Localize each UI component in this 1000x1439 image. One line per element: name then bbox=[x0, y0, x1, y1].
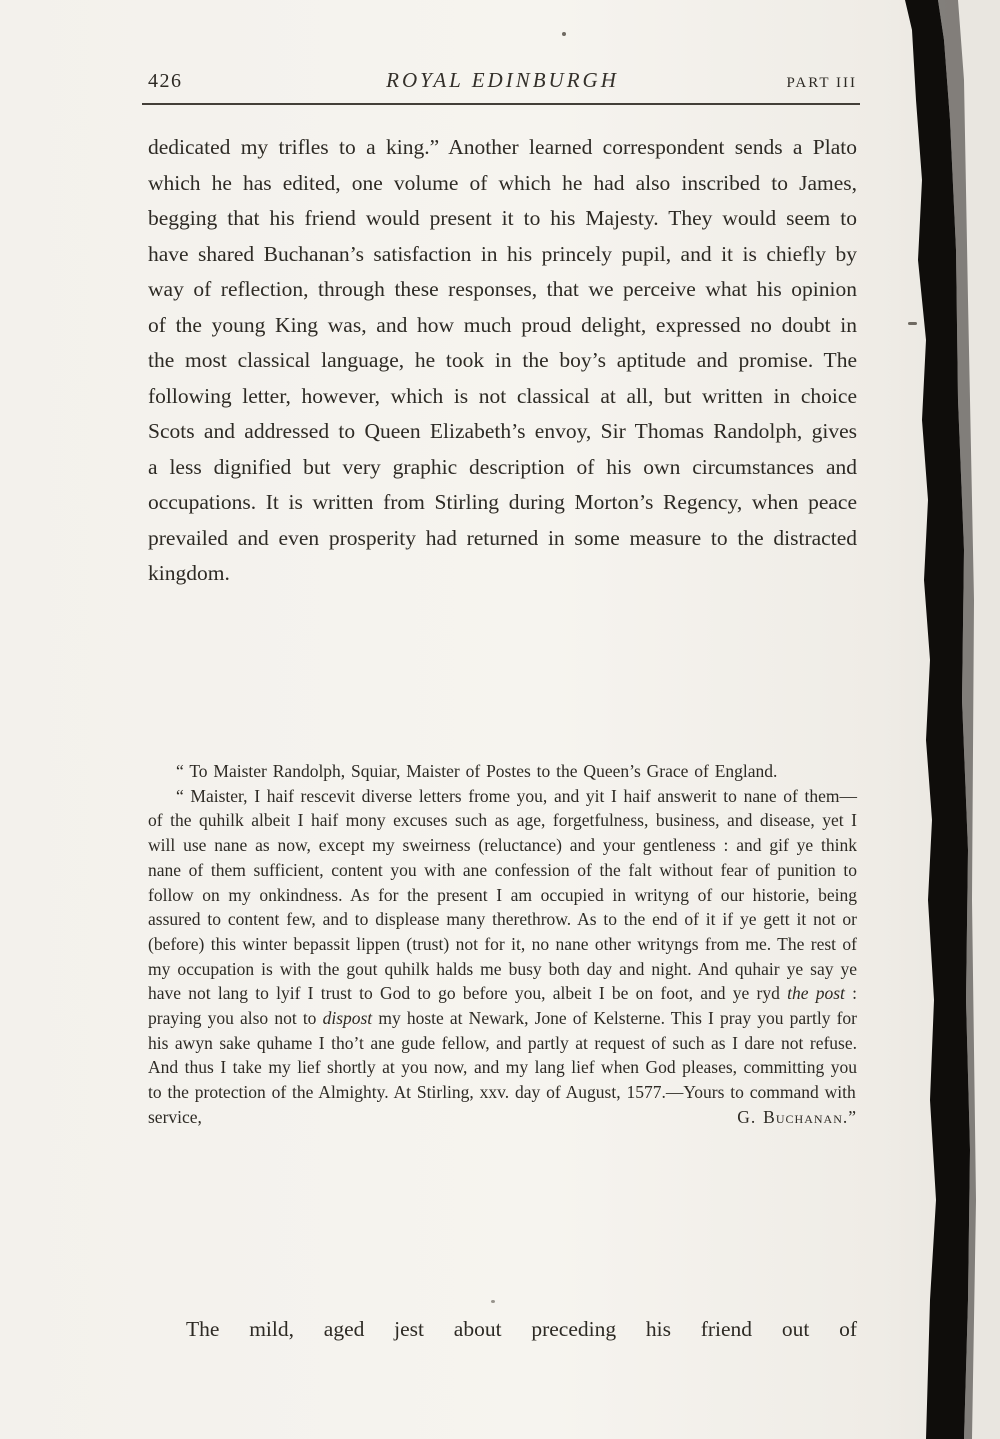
page-header bbox=[148, 68, 857, 93]
page-number: 426 bbox=[148, 70, 183, 92]
body-paragraph: dedicated my trifles to a king.” Another learned correspondent sends a Plato which he has edited, one volume of which he had also inscribed to James, begging that his friend would present it to his Majesty. They would seem to have shared Buchanan’s satisfaction in his princely pupil, and it is chiefly by way of reflection, through these responses, that we perceive what his opinion of the young King was, and how much proud delight, expressed no doubt in the most classical language, he took in the boy’s aptitude and promise. The following letter, however, which is not classical at all, but written in choice Scots and addressed to Queen Elizabeth’s envoy, Sir Thomas Randolph, gives a less dignified but very graphic description of his own circumstances and occupations. It is written from Stirling during Morton’s Regency, when peace prevailed and even prosperity had returned in some measure to the distracted kingdom. bbox=[148, 135, 857, 585]
scan-speck bbox=[491, 1300, 495, 1303]
part-label: PART III bbox=[786, 75, 857, 91]
closing-paragraph: The mild, aged jest about preceding his friend out of bbox=[186, 1317, 857, 1341]
scan-speck bbox=[562, 32, 566, 36]
scan-gutter-shadow bbox=[898, 0, 1000, 1439]
letter-address: “ To Maister Randolph, Squiar, Maister of Postes to the Queen’s Grace of England. bbox=[176, 761, 778, 781]
quoted-letter bbox=[148, 759, 857, 1130]
header-rule bbox=[142, 103, 860, 105]
scan-speck bbox=[908, 322, 917, 325]
letter-closing-line bbox=[148, 1105, 857, 1130]
letter-closing-word: service, bbox=[148, 1106, 202, 1127]
running-title: ROYAL EDINBURGH bbox=[386, 68, 619, 92]
main-text-block bbox=[148, 130, 857, 592]
letter-signature: G. Buchanan.” bbox=[737, 1106, 857, 1127]
letter-body: “ Maister, I haif rescevit diverse letters frome you, and yit I haif answerit to nane of them—of the quhilk albeit I haif mony excuses such as age, forgetfulness, business, and disease, yet I will use nane as now, except my sweirness (reluctance) and your gentleness : and gif ye think nane of them sufficient, content you with ane confession of the falt without fear of punition to follow on my onkindness. As for the present I am occupied in writyng of our historie, being assured to content few, and to displease many therethrow. As to the end of it if ye gett it not or (before) this winter bepassit lippen (trust) not for it, no nane other writyngs from me. The rest of my occupation is with the gout quhilk halds me busy both day and night. And quhair ye say ye have not lang to lyif I trust to God to go before you, albeit I be on foot, and ye ryd the post : praying you also not to dispost my hoste at Newark, Jone of Kelsterne. This I pray you partly for his awyn sake quhame I tho’t ane gude fellow, and partly at request of such as I dare not refuse. And thus I take my lief shortly at you now, and my lang lief when God pleases, committing you to the protection of the Almighty. At Stirling, xxv. day of August, 1577.—Yours to command with bbox=[148, 785, 857, 1103]
